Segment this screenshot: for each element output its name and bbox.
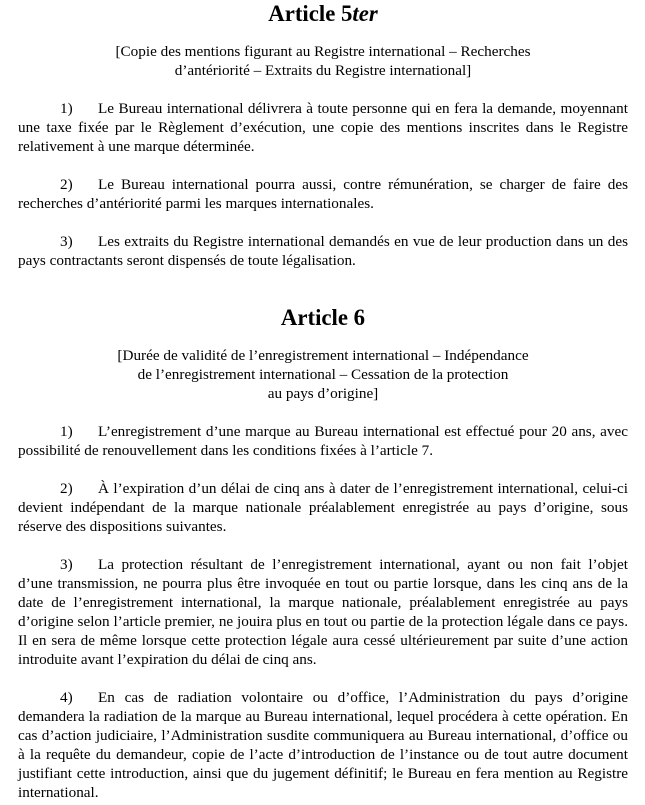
article-5ter-title xyxy=(18,1,628,26)
paragraph-number: 3) xyxy=(60,233,73,250)
article-5ter-subtitle-line: d’antériorité – Extraits du Registre international] xyxy=(174,62,472,79)
article-6-title-main: Article 6 xyxy=(280,305,366,330)
article-5ter-paragraph-3 xyxy=(18,232,628,270)
article-6-paragraph-4 xyxy=(18,688,628,802)
article-5ter-title-suffix: ter xyxy=(352,1,378,26)
article-6-subtitle xyxy=(18,346,628,403)
article-6-paragraph-1 xyxy=(18,422,628,460)
article-5ter-paragraph-1 xyxy=(18,99,628,156)
paragraph-number: 4) xyxy=(60,689,73,706)
article-6-subtitle-line: de l’enregistrement international – Cessation de la protection xyxy=(137,366,509,383)
paragraph-text: La protection résultant de l’enregistrement international, ayant ou non fait l’objet d’une transmission, ne pourra plus être invoquée en tout ou partie lorsque, dans les cinq ans de la date de l’enregistrement international, la marque nationale, préalablement enregistrée au pays d’origine selon l’article premier, ne jouira plus en tout ou partie de la protection légale dans ce pays. Il en sera de même lorsque cette protection légale aura cessé ultérieurement par suite d’une action introduite avant l’expiration du délai de cinq ans. xyxy=(18,556,628,668)
paragraph-text: Le Bureau international délivrera à toute personne qui en fera la demande, moyennant une taxe fixée par le Règlement d’exécution, une copie des mentions inscrites dans le Registre relativement à une marque déterminée. xyxy=(18,100,628,155)
article-6-subtitle-line: au pays d’origine] xyxy=(267,385,379,402)
paragraph-number: 3) xyxy=(60,556,73,573)
paragraph-text: En cas de radiation volontaire ou d’office, l’Administration du pays d’origine demandera la radiation de la marque au Bureau international, lequel procédera à cette opération. En cas d’action judiciaire, l’Administration susdite communiquera au Bureau international, d’office ou à la requête du demandeur, copie de l’acte d’introduction de l’instance ou de tout autre document justifiant cette introduction, ainsi que du jugement définitif; le Bureau en fera mention au Registre international. xyxy=(18,689,628,801)
article-5ter-subtitle xyxy=(18,42,628,80)
article-6-paragraph-2 xyxy=(18,479,628,536)
article-5ter-paragraph-2 xyxy=(18,175,628,213)
article-6-subtitle-line: [Durée de validité de l’enregistrement international – Indépendance xyxy=(117,347,529,364)
paragraph-text: L’enregistrement d’une marque au Bureau international est effectué pour 20 ans, avec possibilité de renouvellement dans les conditions fixées à l’article 7. xyxy=(18,423,628,459)
article-5ter-subtitle-line: [Copie des mentions figurant au Registre international – Recherches xyxy=(115,43,531,60)
paragraph-number: 2) xyxy=(60,480,73,497)
article-5ter-title-main: Article 5 xyxy=(268,1,353,26)
article-6-title xyxy=(18,305,628,330)
paragraph-text: À l’expiration d’un délai de cinq ans à dater de l’enregistrement international, celui-ci devient indépendant de la marque nationale préalablement enregistrée au pays d’origine, sous réserve des dispositions suivantes. xyxy=(18,480,628,535)
article-6-paragraph-3 xyxy=(18,555,628,669)
paragraph-number: 2) xyxy=(60,176,73,193)
paragraph-text: Le Bureau international pourra aussi, contre rémunération, se charger de faire des recherches d’antériorité parmi les marques internationales. xyxy=(18,176,628,212)
paragraph-number: 1) xyxy=(60,423,73,440)
document-page xyxy=(18,1,628,802)
paragraph-number: 1) xyxy=(60,100,73,117)
paragraph-text: Les extraits du Registre international demandés en vue de leur production dans un des pays contractants seront dispensés de toute légalisation. xyxy=(18,233,628,269)
